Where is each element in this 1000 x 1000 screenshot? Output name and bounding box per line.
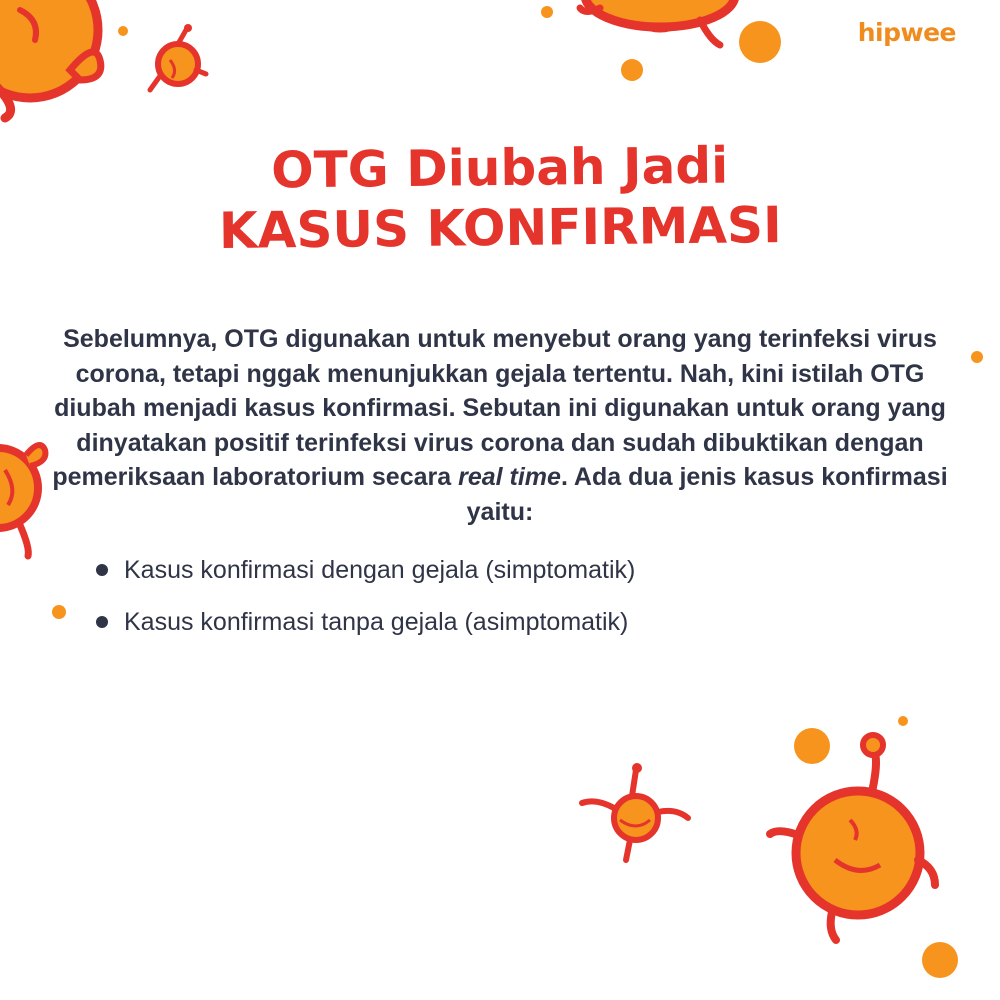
virus-icon [0,0,101,118]
paragraph-italic-text: real time [458,463,561,491]
bullet-icon [96,564,108,576]
virus-icon [150,24,206,90]
virus-icon [770,735,935,940]
paragraph-text: Sebelumnya, OTG digunakan untuk menyebut orang yang terinfeksi virus corona, tetapi nggak menunjukkan gejala tertentu. Nah, kini istilah OTG diubah menjadi kasus konfirmasi. Sebutan ini digunakan untuk orang yang dinyatakan positif terinfeksi virus corona dan sudah dibuktikan dengan pemeriksaan laboratorium secara [52,325,946,491]
list-item-text: Kasus konfirmasi tanpa gejala (asimptomatik) [124,607,629,636]
virus-icon [580,0,735,45]
page-title [0,133,1000,263]
virus-icon [582,763,688,860]
title-line-2: KASUS KONFIRMASI [218,196,782,260]
body-paragraph [40,322,960,529]
bullet-list [96,544,635,648]
virus-icon [0,445,45,556]
brand-logo: hipwee [857,18,956,47]
title-line-1: OTG Diubah Jadi [270,136,729,200]
list-item [96,544,635,596]
paragraph-text-end: . Ada dua jenis kasus konfirmasi yaitu: [466,463,948,526]
bullet-icon [96,616,108,628]
list-item [96,596,635,648]
list-item-text: Kasus konfirmasi dengan gejala (simptomatik) [124,555,636,584]
